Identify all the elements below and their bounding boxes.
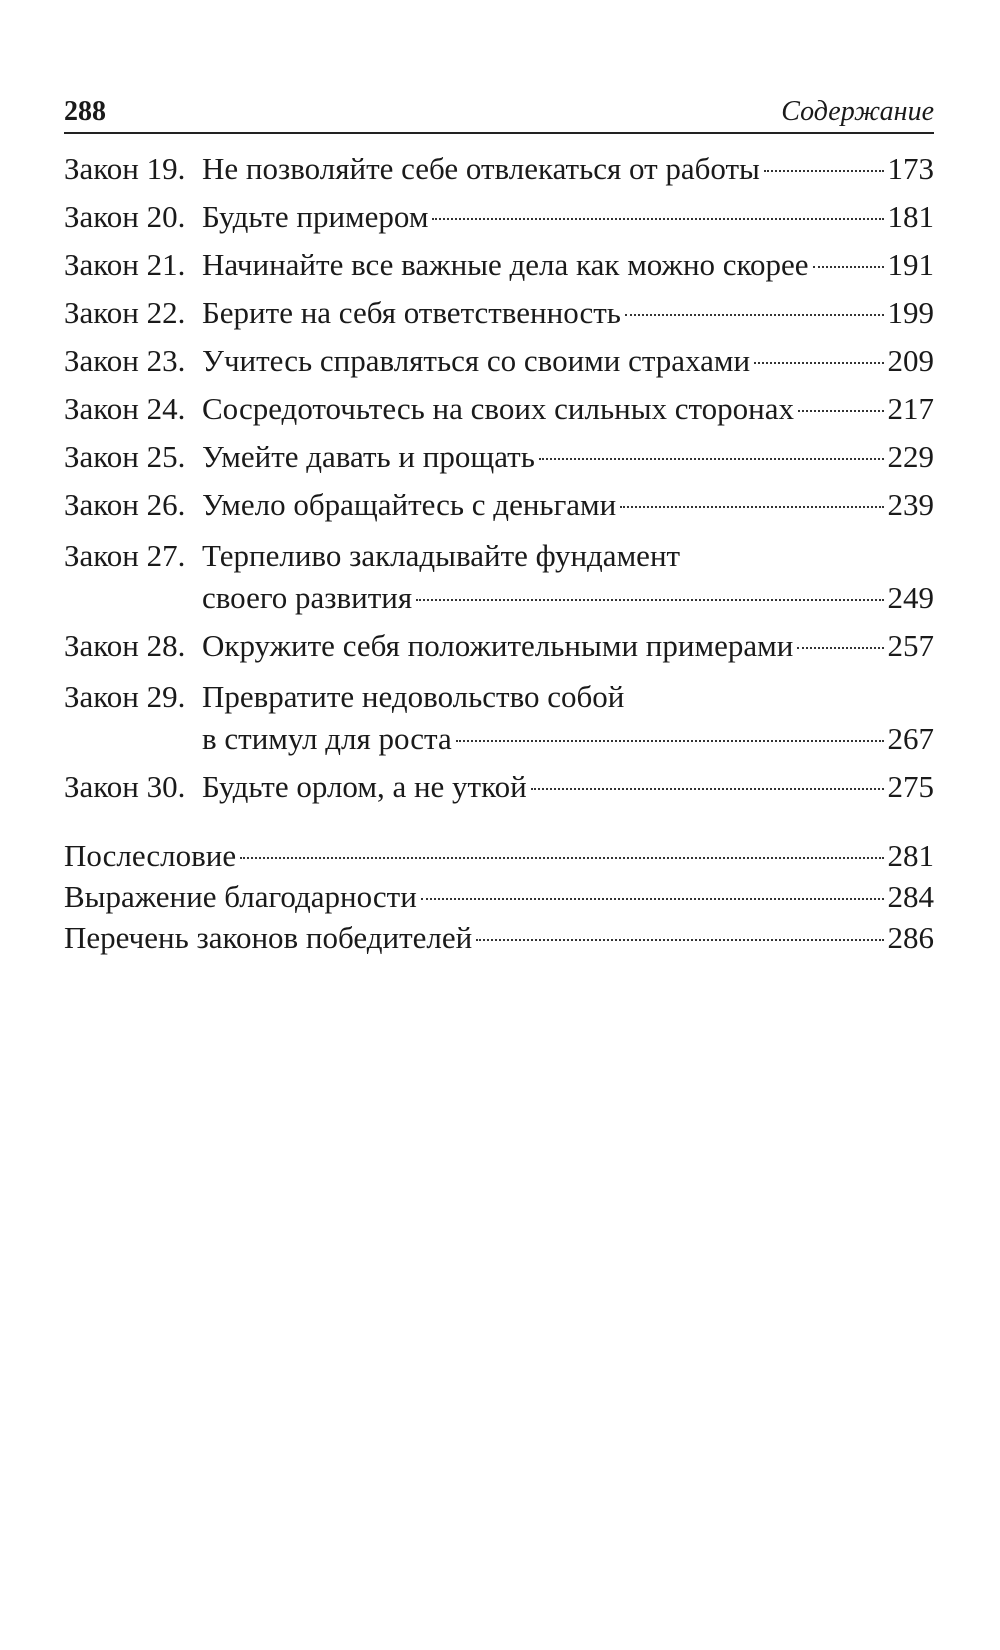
law-label: Закон 29. [64, 679, 186, 714]
page-ref: 249 [887, 580, 934, 615]
page-ref: 209 [887, 343, 934, 378]
toc-entry-law-21[interactable] [64, 241, 934, 289]
page-ref: 199 [887, 295, 934, 330]
dot-leader [476, 939, 883, 941]
page-ref: 281 [887, 838, 934, 873]
toc-entry-law-26[interactable] [64, 481, 934, 529]
entry-title: Берите на себя ответственность [202, 295, 621, 330]
entry-title: Сосредоточьтесь на своих сильных сторонах [202, 391, 795, 426]
entry-title: Умейте давать и прощать [202, 439, 535, 474]
law-label: Закон 25. [64, 439, 186, 474]
page-ref: 286 [887, 920, 934, 955]
law-label: Закон 28. [64, 628, 186, 663]
entry-title: Умело обращайтесь с деньгами [202, 487, 617, 522]
dot-leader [432, 218, 883, 220]
dot-leader [625, 314, 884, 316]
toc-entry-law-22[interactable] [64, 289, 934, 337]
dot-leader [798, 410, 883, 412]
running-title: Содержание [781, 96, 934, 127]
toc-entry-law-30[interactable] [64, 763, 934, 811]
page-ref: 229 [887, 439, 934, 474]
dot-leader [240, 857, 883, 859]
entry-title: Окружите себя положительными примерами [202, 628, 794, 663]
toc-entry-laws-list[interactable] [64, 917, 934, 958]
back-matter [64, 835, 934, 958]
law-label: Закон 23. [64, 343, 186, 378]
toc-entry-acknowledgements[interactable] [64, 876, 934, 917]
page-ref: 181 [887, 199, 934, 234]
dot-leader [754, 362, 883, 364]
toc-entry-law-23[interactable] [64, 337, 934, 385]
entry-title: Послесловие [64, 838, 237, 873]
law-label: Закон 21. [64, 247, 186, 282]
entry-title: Учитесь справляться со своими страхами [202, 343, 751, 378]
dot-leader [813, 266, 884, 268]
page-number: 288 [64, 96, 106, 127]
page-ref: 267 [887, 721, 934, 756]
dot-leader [456, 740, 884, 742]
toc-entry-law-29[interactable] [64, 673, 934, 760]
entry-title: в стимул для роста [202, 721, 452, 756]
dot-leader [416, 599, 883, 601]
toc-entry-law-20[interactable] [64, 193, 934, 241]
page-ref: 173 [887, 151, 934, 186]
page-header [64, 92, 934, 134]
law-label: Закон 27. [64, 538, 186, 573]
table-of-contents [64, 145, 934, 958]
page-ref: 257 [887, 628, 934, 663]
toc-entry-law-25[interactable] [64, 433, 934, 481]
page-ref: 217 [887, 391, 934, 426]
toc-entry-law-28[interactable] [64, 622, 934, 670]
toc-entry-law-24[interactable] [64, 385, 934, 433]
page-ref: 191 [887, 247, 934, 282]
entry-title: Будьте примером [202, 199, 429, 234]
entry-title: Выражение благодарности [64, 879, 417, 914]
law-label: Закон 19. [64, 151, 186, 186]
law-label: Закон 30. [64, 769, 186, 804]
page-ref: 284 [887, 879, 934, 914]
toc-entry-afterword[interactable] [64, 835, 934, 876]
law-label: Закон 26. [64, 487, 186, 522]
toc-entry-law-19[interactable] [64, 145, 934, 193]
entry-title-line1: Превратите недовольство собой [202, 679, 625, 714]
dot-leader [764, 170, 884, 172]
law-label: Закон 20. [64, 199, 186, 234]
law-label: Закон 24. [64, 391, 186, 426]
dot-leader [421, 898, 884, 900]
dot-leader [620, 506, 883, 508]
page-ref: 275 [887, 769, 934, 804]
dot-leader [797, 647, 883, 649]
entry-title: Не позволяйте себе отвлекаться от работы [202, 151, 760, 186]
entry-title-line1: Терпеливо закладывайте фундамент [202, 538, 681, 573]
entry-title: Будьте орлом, а не уткой [202, 769, 527, 804]
dot-leader [531, 788, 884, 790]
entry-title: своего развития [202, 580, 413, 615]
law-label: Закон 22. [64, 295, 186, 330]
entry-title: Перечень законов победителей [64, 920, 473, 955]
toc-entry-law-27[interactable] [64, 532, 934, 619]
entry-title: Начинайте все важные дела как можно скорее [202, 247, 809, 282]
dot-leader [539, 458, 884, 460]
page-ref: 239 [887, 487, 934, 522]
